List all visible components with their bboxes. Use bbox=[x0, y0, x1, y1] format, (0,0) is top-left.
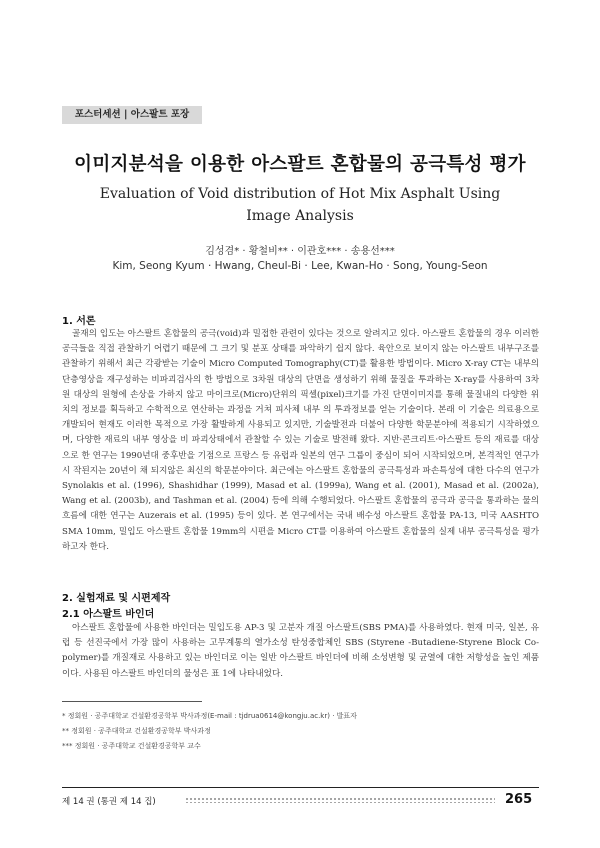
paper-title: 이미지분석을 이용한 아스팔트 혼합물의 공극특성 평가 bbox=[74, 154, 526, 175]
page-number: 265 bbox=[505, 792, 533, 807]
english-title bbox=[0, 183, 600, 227]
section2-heading: 2. 실험재료 및 시편제작 bbox=[62, 593, 171, 604]
footnote-2: ** 정회원 · 공주대학교 건설환경공학부 박사과정 bbox=[62, 727, 211, 735]
authors-english: Kim, Seong Kyum · Hwang, Cheul-Bi · Lee, Kwan-Ho · Song, Young-Seon bbox=[112, 260, 488, 272]
section1-heading: 1. 서론 bbox=[62, 316, 96, 327]
english-title-line2: Image Analysis bbox=[246, 208, 354, 224]
footer-volume: 제 14 권 (통권 제 14 집) bbox=[62, 797, 156, 807]
footnote-divider bbox=[62, 701, 202, 702]
section2-1-heading: 2.1 아스팔트 바인더 bbox=[62, 609, 155, 620]
section2-paragraph: 아스팔트 혼합물에 사용한 바인더는 밀입도용 AP-3 및 고분자 개질 아스팔트(SBS PMA)를 사용하였다. 현재 미국, 일본, 유럽 등 선진국에서 가장 많이 사용하는 고무계통의 열가소성 탄성중합체인 SBS (Styrene -Butadiene-Styrene Block Co-polymer)를 개질재로 사용하고 있는 바인더로 이는 일반 아스팔트 바인더에 비해 소성변형 및 균열에 대한 저항성을 높인 제품이다. 사용된 아스팔트 바인더의 물성은 표 1에 나타내었다. bbox=[62, 623, 539, 679]
footer-dot-leader bbox=[185, 797, 495, 803]
footnote-3: *** 정회원 · 공주대학교 건설환경공학부 교수 bbox=[62, 742, 201, 750]
section1-paragraph: 골재의 입도는 아스팔트 혼합물의 공극(void)과 밀접한 관련이 있다는 것으로 알려지고 있다. 아스팔트 혼합물의 경우 이러한 공극들을 직접 관찰하기 어렵기 때문에 그 크기 및 분포 상태를 파악하기 쉽지 않다. 육안으로 보이지 않는 아스팔트 내부구조를 관찰하기 위해서 최근 각광받는 기술이 Micro Computed Tomography(CT)를 활용한 방법이다. Micro X-ray CT는 내부의 단층영상을 재구성하는 비파괴검사의 한 방법으로 3차원 대상의 단면을 생성하기 위해 물질을 투과하는 X-ray를 사용하여 3차원 대상의 원형에 손상을 가하지 않고 마이크로(Micro)단위의 픽셀(pixel)크기를 가진 단면이미지를 통해 물질내의 다양한 위치의 정보를 획득하고 수학적으로 연산하는 과정을 거쳐 피사체 내부 의 투과정보를 얻는 기술이다. 본래 이 기술은 의료용으로 개발되어 현재도 이러한 목적으로 가장 활발하게 사용되고 있지만, 기술발전과 더불어 다양한 학문분야에 적용되기 시작하였으며, 다양한 재료의 내부 영상을 비 파괴상태에서 관찰할 수 있는 기술로 발전해 왔다. 지반·콘크리트·아스팔트 등의 재료를 대상으로 한 연구는 1990년대 중후반을 기점으로 프랑스 등 유럽과 일본의 연구 그룹이 중심이 되어 시작되었으며, 본격적인 연구가 시 작된지는 20년이 채 되지않은 최신의 학문분야이다. 최근에는 아스팔트 혼합물의 공극특성과 파손특성에 대한 다수의 연구가 Synolakis et al. (1996), Shashidhar (1999), Masad et al. (1999a), Wang et al. (2001), Masad et al. (2002a), Wang et al. (2003b), and Tashman et al. (2004) 등에 의해 수행되었다. 아스팔트 혼합물의 공극과 공극을 통과하는 물의 흐름에 대한 연구는 Auzerais et al. (1995) 등이 있다. 본 연구에서는 국내 배수성 아스팔트 혼합물 PA-13, 미국 AASHTO SMA 10mm, 밀입도 아스팔트 혼합물 19mm의 시편을 Micro CT를 이용하여 아스팔트 혼합물의 실제 내부 공극특성을 평가하고자 한다. bbox=[62, 329, 539, 552]
authors-korean: 김성겸* · 황철비** · 이관호*** · 송용선*** bbox=[205, 246, 395, 257]
footer-divider bbox=[62, 787, 539, 788]
footnote-1: * 정회원 · 공주대학교 건설환경공학부 박사과정(E-mail : tjdrua0614@kongju.ac.kr) · 발표자 bbox=[62, 712, 357, 720]
english-title-line1: Evaluation of Void distribution of Hot Mix Asphalt Using bbox=[99, 186, 501, 202]
session-tag: 포스터세션 | 아스팔트 포장 bbox=[62, 106, 202, 124]
